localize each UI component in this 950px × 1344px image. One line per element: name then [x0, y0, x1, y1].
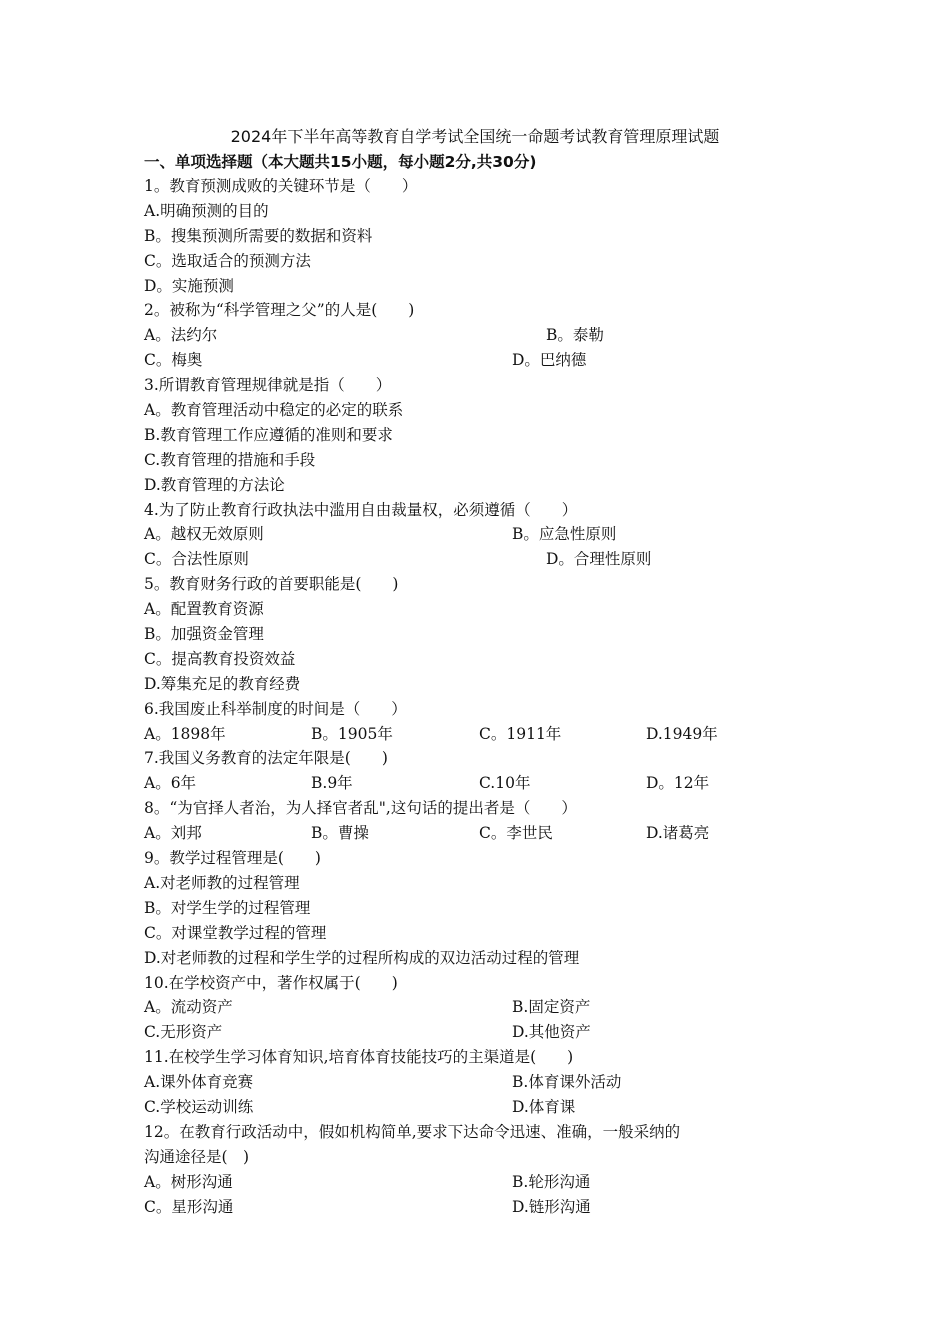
answer-option: B。1905年 [311, 724, 393, 743]
option-row [144, 522, 784, 547]
option-row [144, 224, 784, 249]
option-row [144, 473, 784, 498]
option-row [144, 1020, 784, 1045]
answer-option: A。越权无效原则 [144, 525, 264, 544]
answer-option: B.体育课外活动 [512, 1073, 622, 1092]
question-stem: 8。“为官择人者治，为人择官者乱",这句话的提出者是（ ） [144, 799, 577, 818]
option-row [144, 1170, 784, 1195]
question-stem: 3.所谓教育管理规律就是指（ ） [144, 376, 392, 395]
answer-option: C。梅奥 [144, 351, 203, 370]
answer-option: C.无形资产 [144, 1023, 223, 1042]
question-stem: 11.在校学生学习体育知识,培育体育技能技巧的主渠道是( ) [144, 1048, 574, 1067]
answer-option: B。对学生学的过程管理 [144, 898, 311, 917]
answer-option: C.教育管理的措施和手段 [144, 450, 316, 469]
answer-option: B。曹操 [311, 824, 369, 843]
option-row [144, 398, 784, 423]
answer-option: B.9年 [311, 774, 353, 793]
answer-option: D。合理性原则 [546, 550, 652, 569]
answer-option: D.链形沟通 [512, 1197, 591, 1216]
option-row [144, 946, 784, 971]
answer-option: D.教育管理的方法论 [144, 475, 285, 494]
option-row [144, 647, 784, 672]
option-row [144, 448, 784, 473]
question-stem-continued: 沟通途径是( ) [144, 1147, 250, 1166]
option-row [144, 896, 784, 921]
question-stem: 2。被称为“科学管理之父”的人是( ) [144, 301, 415, 320]
answer-option: A。法约尔 [144, 326, 218, 345]
question-stem: 10.在学校资产中，著作权属于( ) [144, 973, 398, 992]
answer-option: A。6年 [144, 774, 197, 793]
option-row [144, 199, 784, 224]
option-row [144, 722, 784, 747]
option-row [144, 921, 784, 946]
option-row [144, 547, 784, 572]
answer-option: A。流动资产 [144, 998, 233, 1017]
option-row [144, 348, 784, 373]
answer-option: D。12年 [646, 774, 710, 793]
answer-option: B.教育管理工作应遵循的准则和要求 [144, 425, 393, 444]
answer-option: C。星形沟通 [144, 1197, 234, 1216]
answer-option: B。加强资金管理 [144, 625, 264, 644]
answer-option: B。泰勒 [546, 326, 604, 345]
option-row [144, 821, 784, 846]
question-stem: 5。教育财务行政的首要职能是( ) [144, 575, 399, 594]
answer-option: A.课外体育竞赛 [144, 1073, 254, 1092]
answer-option: A。1898年 [144, 724, 226, 743]
answer-option: C。提高教育投资效益 [144, 649, 296, 668]
answer-option: B。应急性原则 [512, 525, 617, 544]
answer-option: D.诸葛亮 [646, 824, 710, 843]
question-stem: 7.我国义务教育的法定年限是( ) [144, 749, 388, 768]
answer-option: C.学校运动训练 [144, 1097, 254, 1116]
option-row [144, 597, 784, 622]
option-row [144, 1070, 784, 1095]
option-row [144, 622, 784, 647]
answer-option: A。树形沟通 [144, 1172, 233, 1191]
answer-option: D.其他资产 [512, 1023, 591, 1042]
answer-option: D.筹集充足的教育经费 [144, 674, 301, 693]
option-row [144, 1195, 784, 1220]
answer-option: D。实施预测 [144, 276, 234, 295]
answer-option: C。合法性原则 [144, 550, 249, 569]
question-stem: 12。在教育行政活动中，假如机构简单,要求下达命令迅速、准确，一般采纳的 [144, 1122, 681, 1141]
answer-option: C.10年 [479, 774, 531, 793]
question-stem: 4.为了防止教育行政执法中滥用自由裁量权，必须遵循（ ） [144, 500, 578, 519]
answer-option: A。刘邦 [144, 824, 202, 843]
page-title: 2024年下半年高等教育自学考试全国统一命题考试教育管理原理试题 [230, 127, 720, 146]
answer-option: A。教育管理活动中稳定的必定的联系 [144, 401, 404, 420]
option-row [144, 771, 784, 796]
option-row [144, 672, 784, 697]
question-stem: 1。教育预测成败的关键环节是（ ） [144, 177, 418, 195]
answer-option: C。选取适合的预测方法 [144, 251, 311, 270]
answer-option: B。搜集预测所需要的数据和资料 [144, 226, 373, 245]
question-stem: 9。教学过程管理是( ) [144, 849, 321, 868]
option-row [144, 995, 784, 1020]
section-heading: 一、单项选择题（本大题共15小题，每小题2分,共30分) [144, 153, 537, 171]
answer-option: A.对老师教的过程管理 [144, 873, 300, 892]
option-row [144, 1095, 784, 1120]
answer-option: A。配置教育资源 [144, 600, 264, 619]
question-list [144, 174, 784, 1219]
option-row [144, 423, 784, 448]
answer-option: C。1911年 [479, 724, 562, 743]
question-stem: 6.我国废止科举制度的时间是（ ） [144, 699, 407, 718]
option-row [144, 871, 784, 896]
answer-option: B.固定资产 [512, 998, 591, 1017]
answer-option: D.1949年 [646, 724, 718, 743]
option-row [144, 274, 784, 299]
answer-option: D.体育课 [512, 1097, 576, 1116]
answer-option: C。李世民 [479, 824, 553, 843]
answer-option: C。对课堂教学过程的管理 [144, 923, 327, 942]
answer-option: D.对老师教的过程和学生学的过程所构成的双边活动过程的管理 [144, 948, 580, 967]
option-row [144, 249, 784, 274]
answer-option: A.明确预测的目的 [144, 201, 269, 220]
answer-option: D。巴纳德 [512, 351, 587, 370]
option-row [144, 323, 784, 348]
answer-option: B.轮形沟通 [512, 1172, 591, 1191]
